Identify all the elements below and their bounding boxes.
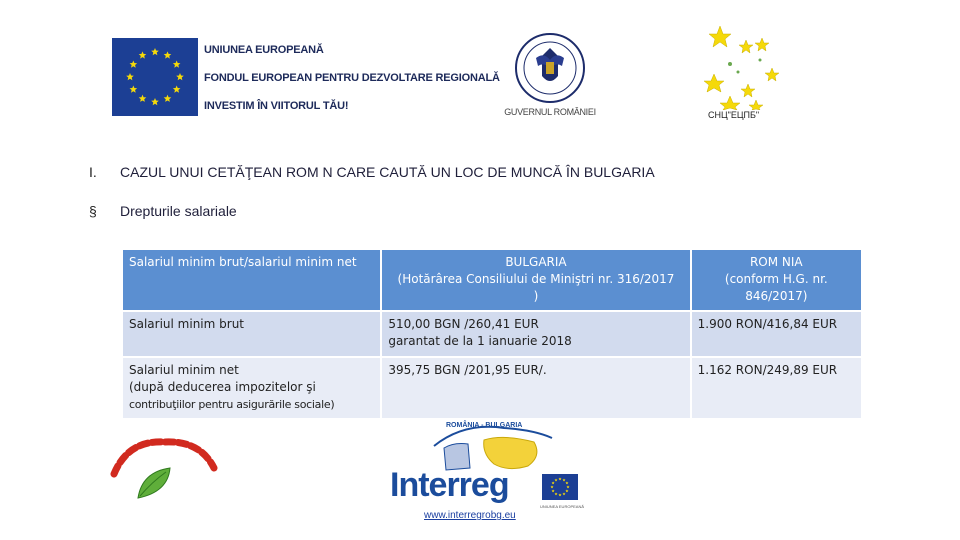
eu-star-icon	[164, 51, 172, 58]
eu-star-icon	[552, 481, 555, 484]
eu-star-icon	[552, 489, 555, 492]
eu-star-icon	[164, 95, 172, 102]
eu-union-text: UNIUNEA EUROPEANĂ	[204, 44, 324, 56]
eu-star-icon	[566, 485, 569, 488]
ngo-stars-logo	[700, 24, 786, 126]
eu-star-icon	[562, 492, 565, 495]
header-cell-romania: ROM NIA (conform H.G. nr. 846/2017)	[691, 249, 862, 311]
eu-flag-small-icon	[542, 474, 578, 500]
website-link[interactable]: www.interregrobg.eu	[424, 510, 516, 521]
row1-label-cell: Salariul minim brut	[122, 311, 381, 357]
eu-star-icon	[139, 51, 147, 58]
interreg-wordmark: Interreg	[390, 466, 509, 504]
header-cell-label: Salariul minim brut/salariul minim net	[122, 249, 381, 311]
eu-star-icon	[130, 61, 138, 68]
eu-funding-banner	[112, 38, 500, 116]
row1-romania-cell: 1.900 RON/416,84 EUR	[691, 311, 862, 357]
eu-star-icon	[565, 481, 568, 484]
ngo-label: СНЦ"ЕЦПБ"	[708, 110, 760, 120]
eu-star-icon	[173, 86, 181, 93]
eu-star-icon	[130, 86, 138, 93]
salary-table	[121, 248, 863, 420]
ro-bg-label: ROMÂNIA - BULGARIA	[446, 422, 523, 429]
eu-small-label: UNIUNEA EUROPEANĂ	[540, 504, 585, 509]
eu-star-icon	[558, 477, 561, 480]
eu-star-icon	[554, 492, 557, 495]
table-row	[122, 311, 862, 357]
leaf-icon	[108, 434, 220, 504]
eu-star-icon	[151, 48, 159, 55]
eu-fund-text: FONDUL EUROPEAN PENTRU DEZVOLTARE REGIONALĂ	[204, 72, 500, 84]
government-seal-icon	[500, 32, 600, 108]
eu-flag-icon	[112, 38, 198, 116]
eu-slogan-text: INVESTIM ÎN VIITORUL TĂU!	[204, 100, 349, 112]
eu-star-icon	[550, 485, 553, 488]
row1-bulgaria-cell: 510,00 BGN /260,41 EUR garantat de la 1 ianuarie 2018	[381, 311, 690, 357]
stars-circle-icon	[700, 24, 786, 110]
eu-star-icon	[176, 73, 184, 80]
romanian-government-logo	[500, 32, 600, 122]
eu-star-icon	[558, 493, 561, 496]
table-row	[122, 357, 862, 419]
eu-star-icon	[565, 489, 568, 492]
eu-star-icon	[562, 478, 565, 481]
row2-romania-cell: 1.162 RON/249,89 EUR	[691, 357, 862, 419]
heading-2-marker: §	[89, 203, 97, 219]
eu-star-icon	[151, 98, 159, 105]
subsection-heading: Drepturile salariale	[120, 203, 237, 219]
header-cell-bulgaria: BULGARIA (Hotărârea Consiliului de Miniştri nr. 316/2017 )	[381, 249, 690, 311]
heading-1-marker: I.	[89, 164, 97, 180]
eu-star-icon	[126, 73, 134, 80]
section-heading: CAZUL UNUI CETĂŢEAN ROM N CARE CAUTĂ UN LOC DE MUNCĂ ÎN BULGARIA	[120, 164, 655, 180]
eu-star-icon	[173, 61, 181, 68]
eu-star-icon	[554, 478, 557, 481]
eu-star-icon	[139, 95, 147, 102]
ngo-leaf-logo	[108, 434, 220, 504]
row2-bulgaria-cell: 395,75 BGN /201,95 EUR/.	[381, 357, 690, 419]
row2-label-cell: Salariul minim net (după deducerea impozitelor şi contribuţiilor pentru asigurările sociale)	[122, 357, 381, 419]
government-label: GUVERNUL ROMÂNIEI	[504, 107, 596, 117]
table-header-row	[122, 249, 862, 311]
